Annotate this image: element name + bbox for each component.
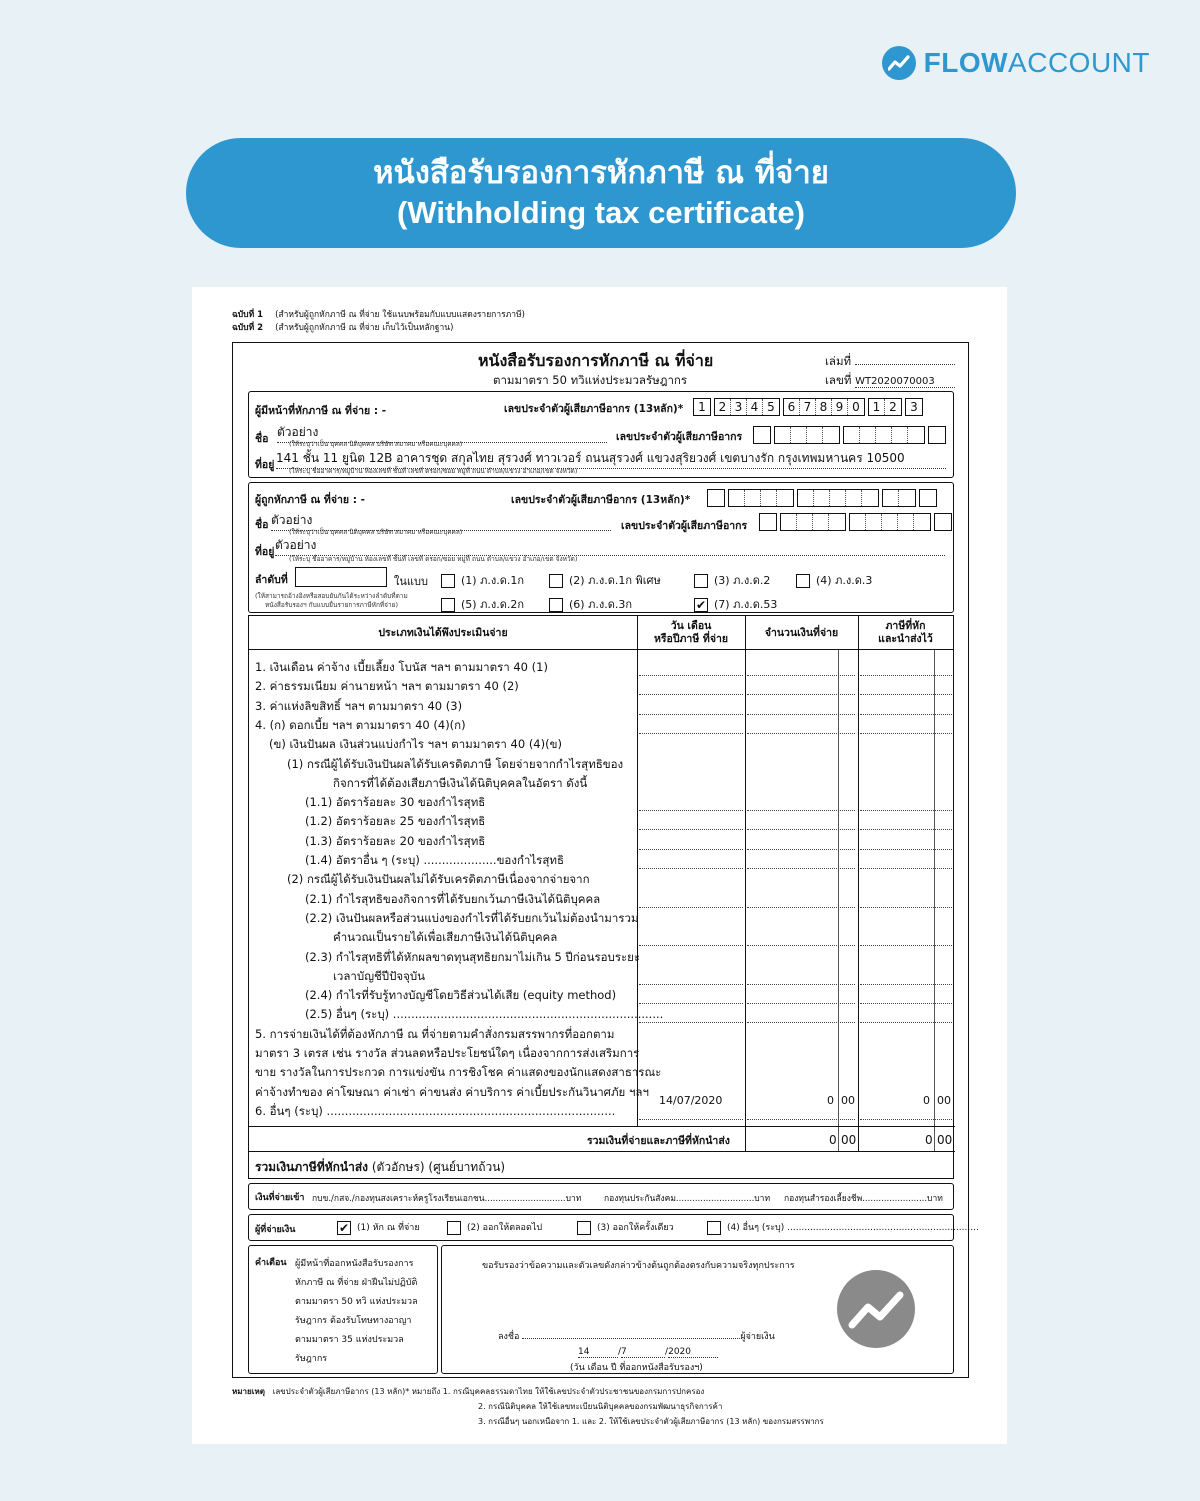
total-amount-int: 0 (829, 1133, 837, 1147)
checkbox[interactable] (549, 574, 563, 588)
entry-dotted-line (860, 694, 952, 695)
fund-text-2: กองทุนประกันสังคม.............................บาท (604, 1194, 771, 1204)
entry-dotted-line (860, 675, 952, 676)
entry-dotted-line (639, 810, 743, 811)
entry-dotted-line (747, 849, 855, 850)
entry-dotted-line (747, 1119, 855, 1120)
fund-text-1: กบข./กสจ./กองทุนสงเคราะห์ครูโรงเรียนเอกชน..............................บาท (312, 1194, 582, 1204)
entry-dotted-line (639, 984, 743, 985)
checkbox[interactable] (707, 1221, 721, 1235)
last-row-amount-dec: 00 (841, 1094, 855, 1107)
entry-dotted-line (639, 675, 743, 676)
table-row (249, 735, 955, 754)
income-type-label: (2) กรณีผู้ได้รับเงินปันผลไม่ได้รับเครดิตภาษีเนื่องจากจ่ายจาก (287, 872, 590, 887)
footer-notes: หมายเหตุ เลขประจำตัวผู้เสียภาษีอากร (13 หลัก)* หมายถึง 1. กรณีบุคคลธรรมดาไทย ให้ใช้เลขประจำตัวประชาชนของกรมการปกครอง 2. กรณีนิติบุคคล ให้ใช้เลขทะเบียนนิติบุคคลของกรมพัฒนาธุรกิจการค้า 3. กรณีอื่นๆ นอกเหนือจาก 1. และ 2. ให้ใช้เลขประจำตัวผู้เสียภาษีอากร (13 หลัก) ของกรมสรรพากร (232, 1387, 824, 1426)
banner-title-thai: หนังสือรับรองการหักภาษี ณ ที่จ่าย (373, 155, 829, 191)
form-option-1[interactable]: (1) ภ.ง.ด.1ก (441, 571, 524, 589)
payee-name-value: ตัวอย่าง (271, 511, 611, 531)
header-amount: จำนวนเงินที่จ่าย (764, 626, 839, 639)
entry-dotted-line (639, 694, 743, 695)
table-row (249, 677, 955, 696)
entry-dotted-line (860, 733, 952, 734)
warning-text: ผู้มีหน้าที่ออกหนังสือรับรองการ หักภาษี ณ ที่จ่าย ฝ่าฝืนไม่ปฏิบัติ ตามมาตรา 50 ทวิ แห่งประมวล รัษฎากร ต้องรับโทษทางอาญา ตามมาตรา 35 แห่งประมวล รัษฎากร (295, 1259, 418, 1364)
form-subtitle: ตามมาตรา 50 ทวิแห่งประมวลรัษฎากร (493, 373, 688, 387)
entry-dotted-line (639, 1022, 743, 1023)
income-type-label: ขาย รางวัลในการประกวด การแข่งขัน การชิงโชค ค่าแสดงของนักแสดงสาธารณะ (255, 1065, 662, 1080)
entry-dotted-line (747, 714, 855, 715)
table-row (249, 832, 955, 851)
seq-hint-2: หนังสือรับรองฯ กับแบบยื่นรายการภาษีหักที่จ่าย) (265, 601, 398, 609)
total-words-value: (ศูนย์บาทถ้วน) (428, 1160, 506, 1174)
table-row (249, 774, 955, 793)
entry-dotted-line (860, 1022, 952, 1023)
table-row (249, 967, 955, 986)
payee-tax-id2-boxes (759, 513, 952, 531)
table-row (249, 928, 955, 947)
entry-dotted-line (639, 907, 743, 908)
number-label: เลขที่ WT2020070003 (825, 372, 955, 390)
words-divider (249, 1151, 955, 1152)
certificate-paper (192, 287, 1007, 1444)
book-label: เล่มที่ (825, 353, 955, 371)
payer-type-option-4[interactable]: (4) อื่นๆ (ระบุ) ................................................................... (707, 1220, 979, 1235)
last-row-date: 14/07/2020 (659, 1094, 723, 1107)
certificate-form (232, 342, 979, 1378)
table-row (249, 793, 955, 812)
payer-tax-id2-boxes (753, 426, 946, 444)
warning-section: คำเตือน ผู้มีหน้าที่ออกหนังสือรับรองการ หักภาษี ณ ที่จ่าย ฝ่าฝืนไม่ปฏิบัติ ตามมาตรา 50 ทวิ แห่งประมวล รัษฎากร ต้องรับโทษทางอาญา ตามมาตรา 35 แห่งประมวล รัษฎากร (248, 1245, 438, 1374)
entry-dotted-line (639, 829, 743, 830)
entry-dotted-line (860, 984, 952, 985)
entry-dotted-line (747, 868, 855, 869)
income-type-label: (2.3) กำไรสุทธิที่ได้หักผลขาดทุนสุทธิยกมาไม่เกิน 5 ปีก่อนรอบระยะ (305, 949, 641, 964)
total-words: รวมเงินภาษีที่หักนำส่ง (ตัวอักษร) (ศูนย์บาทถ้วน) (255, 1160, 506, 1174)
issue-date: 14 /7 /2020 (578, 1347, 718, 1358)
brand-logo (882, 46, 1150, 80)
income-type-label: 2. ค่าธรรมเนียม ค่านายหน้า ฯลฯ ตามมาตรา 40 (2) (255, 679, 519, 694)
last-row-amount-int: 0 (827, 1094, 834, 1107)
income-type-label: (1) กรณีผู้ได้รับเงินปันผลได้รับเครดิตภาษี โดยจ่ายจากกำไรสุทธิของ (287, 756, 624, 771)
total-amount-dec: 00 (841, 1133, 857, 1147)
entry-dotted-line (747, 733, 855, 734)
certify-section (441, 1245, 954, 1374)
checkbox[interactable] (549, 598, 563, 612)
income-type-label: (2.2) เงินปันผลหรือส่วนแบ่งของกำไรที่ได้รับยกเว้นไม่ต้องนำมารวม (305, 910, 639, 925)
seq-hint-1: (ให้สามารถอ้างอิงหรือสอบยันกันได้ระหว่างลำดับที่ตาม (255, 592, 408, 600)
payer-name-value: ตัวอย่าง (277, 423, 607, 443)
number-value: WT2020070003 (855, 376, 955, 388)
payee-heading: ผู้ถูกหักภาษี ณ ที่จ่าย : - (255, 494, 365, 506)
table-row (249, 986, 955, 1005)
fund-section: เงินที่จ่ายเข้า กบข./กสจ./กองทุนสงเคราะห์ครูโรงเรียนเอกชน..............................บาท กองทุนประกันสังคม.............................บาท กองทุนสำรองเลี้ยงชีพ........................บาท (248, 1183, 954, 1210)
payer-name-hint: (ให้ระบุว่าเป็น บุคคล นิติบุคคล บริษัท สมาคม หรือคณะบุคคล) (289, 440, 463, 448)
form-title: หนังสือรับรองการหักภาษี ณ ที่จ่าย (478, 351, 714, 370)
header-income-type: ประเภทเงินได้พึงประเมินจ่าย (378, 626, 508, 639)
payer-type-option-2[interactable]: (2) ออกให้ตลอดไป (447, 1220, 542, 1235)
entry-dotted-line (860, 849, 952, 850)
income-table (248, 615, 954, 1179)
payee-tax-id2-label: เลขประจำตัวผู้เสียภาษีอากร (621, 520, 748, 532)
seq-in-form-label: ในแบบ (394, 575, 428, 588)
entry-dotted-line (860, 868, 952, 869)
income-type-label: 5. การจ่ายเงินได้ที่ต้องหักภาษี ณ ที่จ่ายตามคำสั่งกรมสรรพากรที่ออกตาม (255, 1026, 615, 1041)
table-header (249, 616, 953, 650)
entry-dotted-line (639, 1003, 743, 1004)
form-option-6[interactable]: (6) ภ.ง.ด.3ก (549, 595, 632, 613)
income-type-label: คำนวณเป็นรายได้เพื่อเสียภาษีเงินได้นิติบุคคล (333, 930, 558, 945)
total-tax-int: 0 (925, 1133, 933, 1147)
checkmark-icon[interactable]: ✔ (338, 1220, 350, 1235)
income-type-label: (2.4) กำไรที่รับรู้ทางบัญชีโดยวิธีส่วนได้เสีย (equity method) (305, 988, 617, 1003)
income-type-label: (2.5) อื่นๆ (ระบุ) .......................................................................... (305, 1007, 664, 1022)
table-row (249, 716, 955, 735)
income-type-label: (2.1) กำไรสุทธิของกิจการที่ได้รับยกเว้นภาษีเงินได้นิติบุคคล (305, 891, 601, 906)
entry-dotted-line (747, 907, 855, 908)
total-label: รวมเงินที่จ่ายและภาษีที่หักนำส่ง (587, 1135, 730, 1147)
total-tax-dec: 00 (937, 1133, 953, 1147)
table-row (249, 851, 955, 870)
banner-title-english: (Withholding tax certificate) (397, 195, 805, 230)
entry-dotted-line (747, 1003, 855, 1004)
entry-dotted-line (639, 868, 743, 869)
entry-dotted-line (860, 829, 952, 830)
table-row (249, 909, 955, 928)
payer-type-option-1[interactable]: ✔ (1) หัก ณ ที่จ่าย (338, 1220, 420, 1235)
form-option-5[interactable]: (5) ภ.ง.ด.2ก (441, 595, 524, 613)
payee-section (248, 482, 954, 613)
table-row (249, 870, 955, 889)
payer-address-hint: (ให้ระบุ ชื่ออาคาร/หมู่บ้าน ห้องเลขที่ ชั้นที่ เลขที่ ตรอก/ซอย หมู่ที่ ถนน ตำบล/แขวง อำเภอ/เขต จังหวัด) (289, 467, 578, 475)
checkbox[interactable] (577, 1221, 591, 1235)
entry-dotted-line (747, 694, 855, 695)
table-row (249, 1044, 955, 1063)
income-type-label: 4. (ก) ดอกเบี้ย ฯลฯ ตามมาตรา 40 (4)(ก) (255, 717, 466, 732)
checkbox[interactable] (694, 574, 708, 588)
payer-section (248, 391, 954, 478)
payer-address-label: ที่อยู่ (255, 459, 275, 471)
entry-dotted-line (860, 1119, 952, 1120)
payer-name-label: ชื่อ (255, 433, 269, 445)
table-row (249, 658, 955, 677)
income-type-label: 6. อื่นๆ (ระบุ) ............................................................................... (255, 1103, 616, 1118)
checkmark-icon[interactable]: ✔ (695, 598, 707, 612)
entry-dotted-line (747, 675, 855, 676)
payee-name-label: ชื่อ (255, 519, 269, 531)
certify-text: ขอรับรองว่าข้อความและตัวเลขดังกล่าวข้างต้นถูกต้องตรงกับความจริงทุกประการ (482, 1261, 795, 1271)
copy-notes: ฉบับที่ 1 (สำหรับผู้ถูกหักภาษี ณ ที่จ่าย ใช้แนบพร้อมกับแบบแสดงรายการภาษี) ฉบับที่ 2 (สำหรับผู้ถูกหักภาษี ณ ที่จ่าย เก็บไว้เป็นหลักฐาน) (232, 310, 525, 333)
entry-dotted-line (860, 810, 952, 811)
payer-tax-id-boxes: 1 2 3 4 5 6 7 8 9 0 1 2 3 (693, 398, 923, 416)
entry-dotted-line (747, 945, 855, 946)
payer-tax-id2-label: เลขประจำตัวผู้เสียภาษีอากร (616, 431, 743, 443)
entry-dotted-line (747, 829, 855, 830)
income-type-label: 1. เงินเดือน ค่าจ้าง เบี้ยเลี้ยง โบนัส ฯลฯ ตามมาตรา 40 (1) (255, 660, 548, 674)
table-row (249, 812, 955, 831)
payee-address-value: ตัวอย่าง (275, 536, 945, 556)
income-type-label: ค่าจ้างทำของ ค่าโฆษณา ค่าเช่า ค่าขนส่ง ค่าบริการ ค่าเบี้ยประกันวินาศภัย ฯลฯ (255, 1084, 649, 1099)
date-caption: (วัน เดือน ปี ที่ออกหนังสือรับรองฯ) (570, 1363, 703, 1373)
header-tax: ภาษีที่หัก และนำส่งไว้ (878, 620, 933, 645)
entry-dotted-line (747, 984, 855, 985)
table-row (249, 890, 955, 909)
entry-dotted-line (860, 907, 952, 908)
entry-dotted-line (639, 733, 743, 734)
income-type-label: กิจการที่ได้ต้องเสียภาษีเงินได้นิติบุคคลในอัตรา ดังนี้ (333, 775, 588, 790)
payee-address-label: ที่อยู่ (255, 546, 275, 558)
payer-tax-id-label: เลขประจำตัวผู้เสียภาษีอากร (13หลัก)* (504, 403, 684, 415)
checkbox[interactable] (796, 574, 810, 588)
payee-tax-id-boxes (707, 489, 937, 507)
form-option-4[interactable]: (4) ภ.ง.ด.3 (796, 571, 872, 589)
checkbox[interactable] (441, 598, 455, 612)
payee-address-hint: (ให้ระบุ ชื่ออาคาร/หมู่บ้าน ห้องเลขที่ ชั้นที่ เลขที่ ตรอก/ซอย หมู่ที่ ถนน ตำบล/แขวง อำเภอ/เขต จังหวัด) (289, 555, 578, 563)
entry-dotted-line (860, 714, 952, 715)
income-type-label: (1.4) อัตราอื่น ๆ (ระบุ) ....................ของกำไรสุทธิ (305, 853, 564, 867)
entry-dotted-line (639, 1119, 743, 1120)
income-type-label: (ข) เงินปันผล เงินส่วนแบ่งกำไร ฯลฯ ตามมาตรา 40 (4)(ข) (269, 737, 562, 752)
entry-dotted-line (860, 1003, 952, 1004)
fund-text-3: กองทุนสำรองเลี้ยงชีพ........................บาท (784, 1194, 943, 1204)
income-type-label: (1.1) อัตราร้อยละ 30 ของกำไรสุทธิ (305, 795, 486, 810)
entry-dotted-line (639, 945, 743, 946)
checkbox[interactable] (441, 574, 455, 588)
table-row (249, 755, 955, 774)
table-row (249, 697, 955, 716)
entry-dotted-line (639, 714, 743, 715)
payer-type-option-3[interactable]: (3) ออกให้ครั้งเดียว (577, 1220, 674, 1235)
form-option-3[interactable]: (3) ภ.ง.ด.2 (694, 571, 770, 589)
last-row-tax-dec: 00 (937, 1094, 951, 1107)
form-option-7[interactable]: ✔ (7) ภ.ง.ด.53 (695, 598, 778, 612)
brand-name: FLOWACCOUNT (923, 47, 1150, 78)
income-type-label: (1.2) อัตราร้อยละ 25 ของกำไรสุทธิ (305, 814, 486, 829)
seq-input[interactable] (295, 567, 387, 587)
company-stamp-icon (837, 1270, 915, 1348)
table-row (249, 1005, 955, 1024)
form-option-2[interactable]: (2) ภ.ง.ด.1ก พิเศษ (549, 571, 661, 589)
payee-tax-id-label: เลขประจำตัวผู้เสียภาษีอากร (13หลัก)* (511, 494, 691, 506)
income-type-label: เวลาบัญชีปีปัจจุบัน (333, 968, 426, 983)
payee-name-hint: (ให้ระบุว่าเป็น บุคคล นิติบุคคล บริษัท สมาคม หรือคณะบุคคล) (289, 528, 463, 536)
income-type-label: มาตรา 3 เตรส เช่น รางวัล ส่วนลดหรือประโยชน์ใดๆ เนื่องจากการส่งเสริมการ (255, 1046, 640, 1060)
signature-line: ลงชื่อ ผู้จ่ายเงิน (498, 1332, 775, 1342)
entry-dotted-line (747, 1022, 855, 1023)
payer-heading: ผู้มีหน้าที่หักภาษี ณ ที่จ่าย : - (255, 405, 387, 417)
income-type-label: (1.3) อัตราร้อยละ 20 ของกำไรสุทธิ (305, 833, 486, 848)
entry-dotted-line (639, 849, 743, 850)
trend-up-icon (882, 46, 916, 80)
entry-dotted-line (860, 945, 952, 946)
last-row-tax-int: 0 (923, 1094, 930, 1107)
table-row (249, 1063, 955, 1082)
entry-dotted-line (747, 810, 855, 811)
seq-label: ลำดับที่ (255, 574, 288, 586)
header-date: วัน เดือน หรือปีภาษี ที่จ่าย (653, 620, 729, 645)
table-row (249, 1025, 955, 1044)
payer-address-value: 141 ชั้น 11 ยูนิต 12B อาคารชุด สกุลไทย สุรวงศ์ ทาวเวอร์ ถนนสุรวงศ์ แขวงสุริยวงศ์ เขตบางรัก กรุงเทพมหานคร 10500 (276, 449, 946, 469)
checkbox[interactable] (447, 1221, 461, 1235)
title-banner (186, 138, 1016, 248)
table-row (249, 948, 955, 967)
payer-type-section: ผู้ที่จ่ายเงิน ✔ (1) หัก ณ ที่จ่าย (2) ออกให้ตลอดไป (3) ออกให้ครั้งเดียว (4) อื่นๆ (ระบุ) ................................................................... (248, 1214, 954, 1241)
total-divider (249, 1126, 955, 1127)
income-type-label: 3. ค่าแห่งลิขสิทธิ์ ฯลฯ ตามมาตรา 40 (3) (255, 698, 463, 713)
